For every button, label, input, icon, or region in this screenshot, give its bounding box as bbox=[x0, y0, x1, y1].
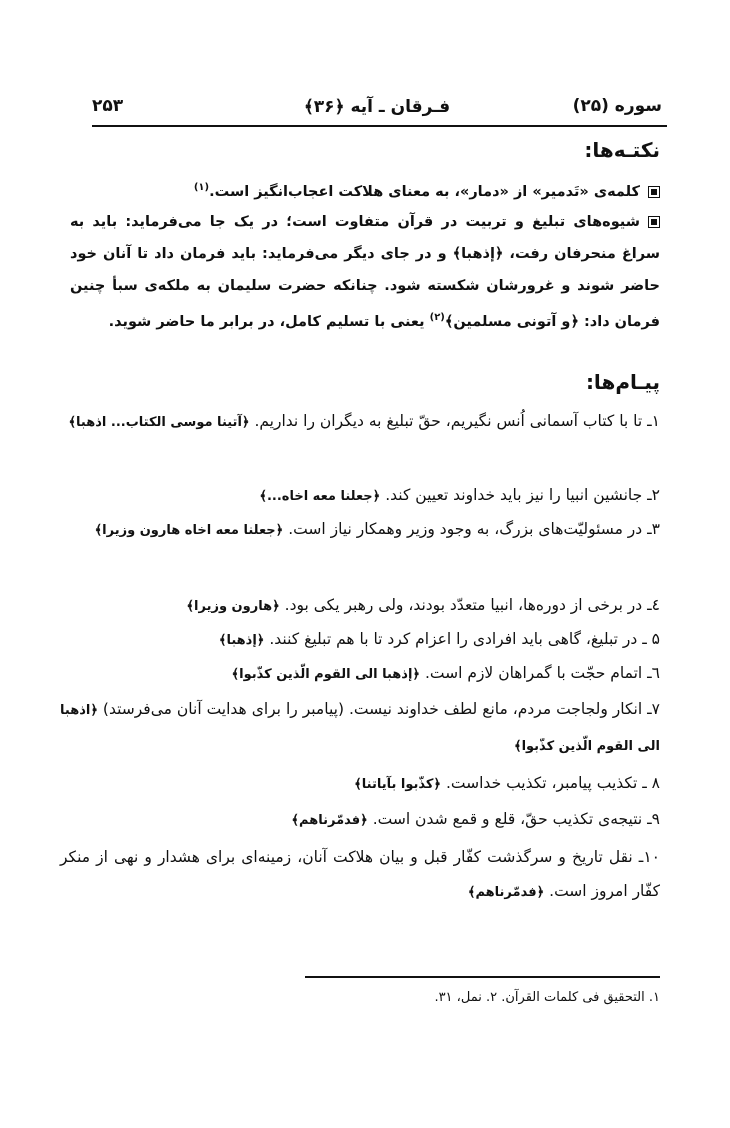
message-text: ۳ـ در مسئولیّت‌های بزرگ، به وجود وزیر وهمکار نیاز است. bbox=[283, 520, 660, 538]
square-bullet-icon bbox=[648, 186, 660, 198]
note-text-tail: یعنی با تسلیم کامل، در برابر ما حاضر شوید. bbox=[108, 313, 430, 330]
message-item bbox=[60, 802, 660, 838]
message-quote: ﴿فدمّرناهم﴾ bbox=[467, 885, 545, 900]
footnote-rule bbox=[305, 976, 660, 978]
message-item bbox=[60, 840, 660, 910]
message-item bbox=[60, 622, 660, 658]
message-quote: ﴿إذهبا﴾ bbox=[218, 633, 265, 648]
page-header bbox=[92, 94, 662, 124]
message-text: ۵ ـ در تبلیغ، گاهی باید افرادی را اعزام کرد تا با هم تبلیغ کنند. bbox=[264, 630, 660, 648]
message-text: ۲ـ جانشین انبیا را نیز باید خداوند تعیین کند. bbox=[380, 486, 660, 504]
note-item bbox=[70, 206, 660, 338]
footnote-ref: (۲) bbox=[429, 312, 445, 323]
message-text: ٤ـ در برخی از دوره‌ها، انبیا متعدّد بودند، ولی رهبر یکی بود. bbox=[279, 596, 660, 614]
message-quote: ﴿آتینا موسی الکتاب... اذهبا﴾ bbox=[68, 415, 250, 430]
square-bullet-icon bbox=[648, 216, 660, 228]
notes-heading: نکتـه‌ها: bbox=[584, 138, 660, 162]
message-quote: ﴿کذّبوا بآیاتنا﴾ bbox=[354, 777, 442, 792]
message-quote: ﴿جعلنا معه اخاه هارون وزیرا﴾ bbox=[94, 523, 284, 538]
footnote-ref: (۱) bbox=[193, 182, 210, 193]
message-item bbox=[60, 478, 660, 514]
message-item bbox=[60, 692, 660, 764]
message-quote: ﴿اذهبا الی القوم الّذین کذّبوا﴾ bbox=[60, 703, 660, 754]
note-text: شیوه‌های تبلیغ و تربیت در قرآن متفاوت است؛ در یک جا می‌فرماید: باید به سراغ منحرفان رفت، ﴿إذهبا﴾ و در جای دیگر می‌فرماید: باید فرمان داد تا آنان خود حاضر شوند و غرورشان شکسته شود. چنانکه حضرت سلیمان به ملکه‌ی سبأ چنین فرمان داد: ﴿و آتونی مسلمین﴾ bbox=[70, 214, 660, 330]
message-text: ۷ـ انکار ولجاجت مردم، مانع لطف خداوند نیست. (پیامبر را برای هدایت آنان می‌فرستد) bbox=[97, 700, 660, 718]
note-text: کلمه‌ی «تَدمیر» از «دمار»، به معنای هلاکت اعجاب‌انگیز است. bbox=[209, 183, 640, 200]
header-rule bbox=[92, 125, 667, 127]
message-quote: ﴿جعلنا معه اخاه...﴾ bbox=[259, 489, 381, 504]
footnotes: ۱. التحقیق فی کلمات القرآن. ۲. نمل، ۳۱. bbox=[434, 990, 660, 1005]
message-item bbox=[60, 512, 660, 548]
page-number: ۲۵۳ bbox=[92, 96, 124, 116]
message-quote: ﴿فدمّرناهم﴾ bbox=[291, 813, 368, 828]
surah-title: فـرقان ـ آیه ﴿۳۶﴾ bbox=[303, 97, 451, 117]
message-text: ۱ـ تا با کتاب آسمانی اُنس نگیریم، حقّ تبلیغ به دیگران را نداریم. bbox=[249, 412, 660, 430]
surah-label: سوره (۲۵) bbox=[572, 96, 662, 116]
message-item bbox=[60, 766, 660, 802]
message-quote: ﴿إذهبا الی القوم الّذین کذّبوا﴾ bbox=[231, 667, 421, 682]
message-text: ۹ـ نتیجه‌ی تکذیب حقّ، قلع و قمع شدن است. bbox=[367, 810, 660, 828]
message-text: ٦ـ اتمام حجّت با گمراهان لازم است. bbox=[420, 664, 660, 682]
note-item bbox=[70, 172, 660, 208]
message-item bbox=[60, 588, 660, 624]
message-item bbox=[60, 404, 660, 440]
message-text: ۸ ـ تکذیب پیامبر، تکذیب خداست. bbox=[441, 774, 660, 792]
message-item bbox=[60, 656, 660, 692]
message-quote: ﴿هارون وزیرا﴾ bbox=[186, 599, 280, 614]
message-text: ۱۰ـ نقل تاریخ و سرگذشت کفّار قبل و بیان هلاکت آنان، زمینه‌ای برای هشدار و نهی از منکر کفّار امروز است. bbox=[60, 848, 660, 900]
messages-heading: پیـام‌ها: bbox=[585, 370, 660, 394]
